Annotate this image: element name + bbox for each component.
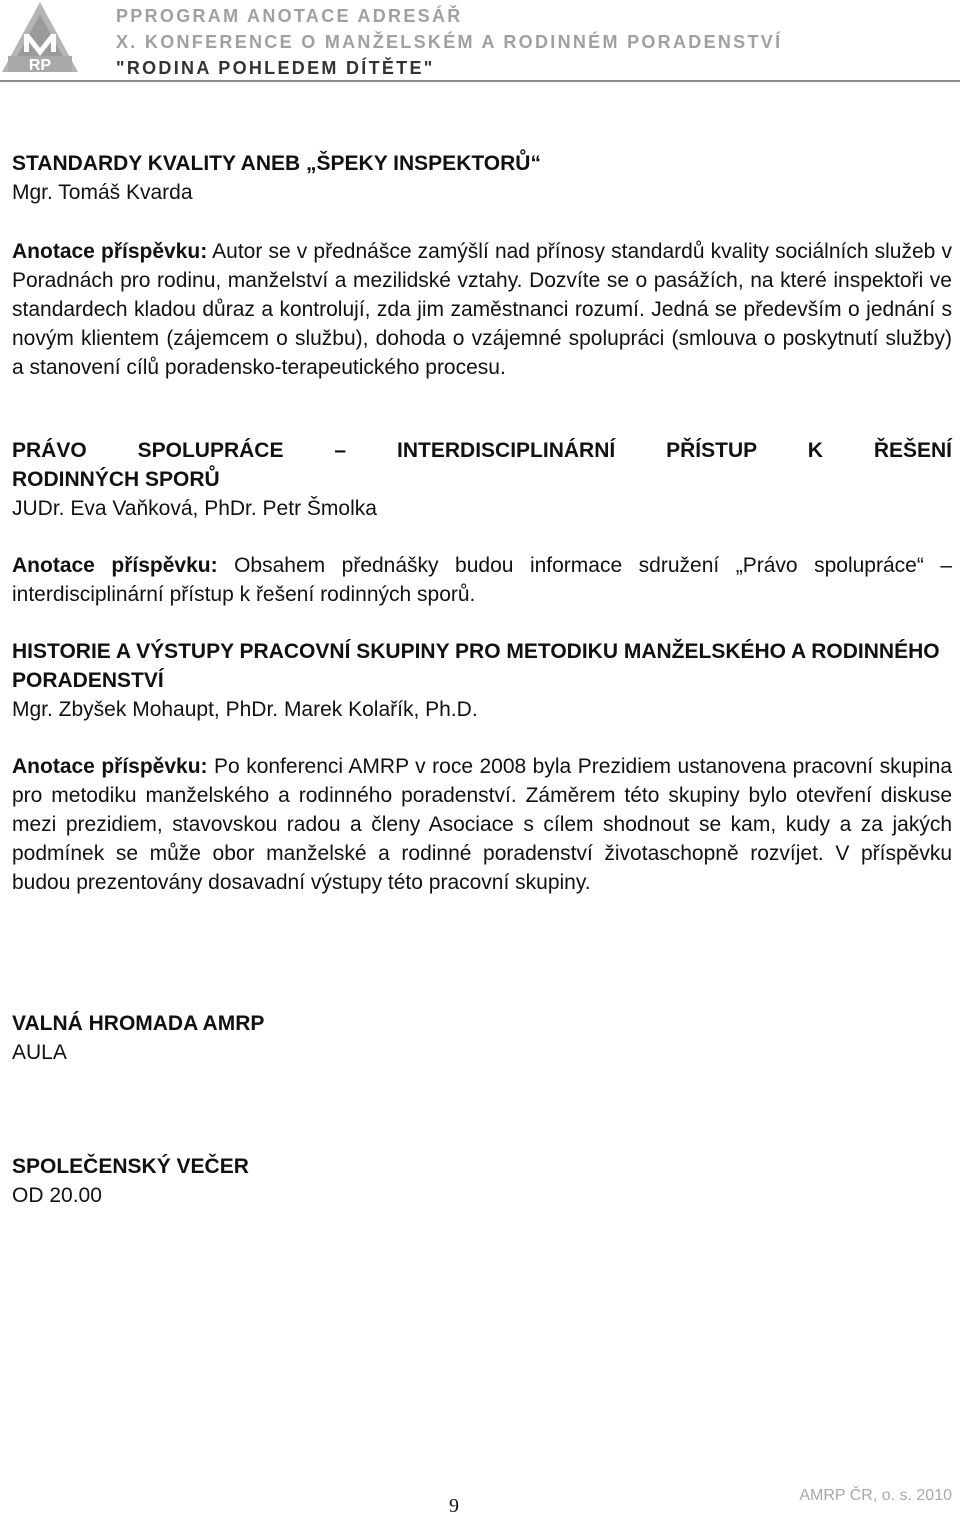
section-author-kvarda: Mgr. Tomáš Kvarda bbox=[12, 181, 193, 204]
annotation-label: Anotace příspěvku: bbox=[12, 755, 208, 778]
annotation-text: Autor se v přednášce zamýšlí nad přínosy standardů kvality sociálních služeb v Poradnách pro rodinu, manželství a mezilidské vztahy. Dozvíte se o pasážích, na které inspektoři ve standardech kladou důraz a kontrolují, zda jim zaměstnanci rozumí. Jedná se především o jednání s novým klientem (zájemcem o službu), dohoda o vzájemné spolupráci (smlouva o poskytnutí služby) a stanovení cílů poradensko-terapeutického procesu. bbox=[12, 240, 952, 379]
section-annotation-historie bbox=[12, 752, 952, 897]
section-title-valna-hromada: VALNÁ HROMADA AMRP bbox=[12, 1012, 265, 1035]
annotation-label: Anotace příspěvku: bbox=[12, 554, 218, 577]
section-title-historie: HISTORIE A VÝSTUPY PRACOVNÍ SKUPINY PRO METODIKU MANŽELSKÉHO A RODINNÉHO PORADENSTVÍ bbox=[12, 640, 940, 692]
section-detail-time: OD 20.00 bbox=[12, 1184, 102, 1207]
header-line-program: PPROGRAM ANOTACE ADRESÁŘ bbox=[116, 6, 463, 26]
document-header bbox=[116, 3, 782, 81]
footer-credit: AMRP ČR, o. s. 2010 bbox=[799, 1487, 952, 1504]
logo-text: RP bbox=[28, 57, 52, 74]
section-author-mohaupt-kolarik: Mgr. Zbyšek Mohaupt, PhDr. Marek Kolařík, Ph.D. bbox=[12, 698, 478, 721]
annotation-text: Po konferenci AMRP v roce 2008 byla Prezidiem ustanovena pracovní skupina pro metodiku manželského a rodinného poradenství. Záměrem této skupiny bylo otevření diskuse mezi prezidiem, stavovskou radou a členy Asociace s cílem shodnout se kam, kudy a za jakých podmínek se může obor manželské a rodinné poradenství životaschopně rozvíjet. V příspěvku budou prezentovány dosavadní výstupy této pracovní skupiny. bbox=[12, 755, 953, 894]
section-annotation-standardy bbox=[12, 237, 952, 382]
section-title-pravo-line2: RODINNÝCH SPORŮ bbox=[12, 468, 220, 491]
section-annotation-pravo bbox=[12, 551, 952, 609]
amrp-logo bbox=[0, 0, 80, 76]
annotation-text: Obsahem přednášky budou informace sdružení „Právo spolupráce“ – interdisciplinární přístup k řešení rodinných sporů. bbox=[12, 554, 953, 606]
section-title-standardy: STANDARDY KVALITY ANEB „ŠPEKY INSPEKTORŮ“ bbox=[12, 152, 541, 175]
annotation-label: Anotace příspěvku: bbox=[12, 240, 208, 263]
section-title-spolecensky-vecer: SPOLEČENSKÝ VEČER bbox=[12, 1155, 249, 1178]
section-author-vankova-smolka: JUDr. Eva Vaňková, PhDr. Petr Šmolka bbox=[12, 497, 377, 520]
page-number: 9 bbox=[449, 1495, 459, 1517]
logo-triangle-icon bbox=[0, 0, 80, 76]
section-detail-aula: AULA bbox=[12, 1041, 67, 1064]
section-title-pravo-line1: PRÁVO SPOLUPRÁCE – INTERDISCIPLINÁRNÍ PŘÍSTUP K ŘEŠENÍ bbox=[12, 439, 952, 462]
header-line-conference: X. KONFERENCE O MANŽELSKÉM A RODINNÉM PORADENSTVÍ bbox=[116, 32, 783, 52]
header-line-motto: "RODINA POHLEDEM DÍTĚTE" bbox=[116, 58, 435, 78]
header-divider bbox=[0, 80, 960, 82]
